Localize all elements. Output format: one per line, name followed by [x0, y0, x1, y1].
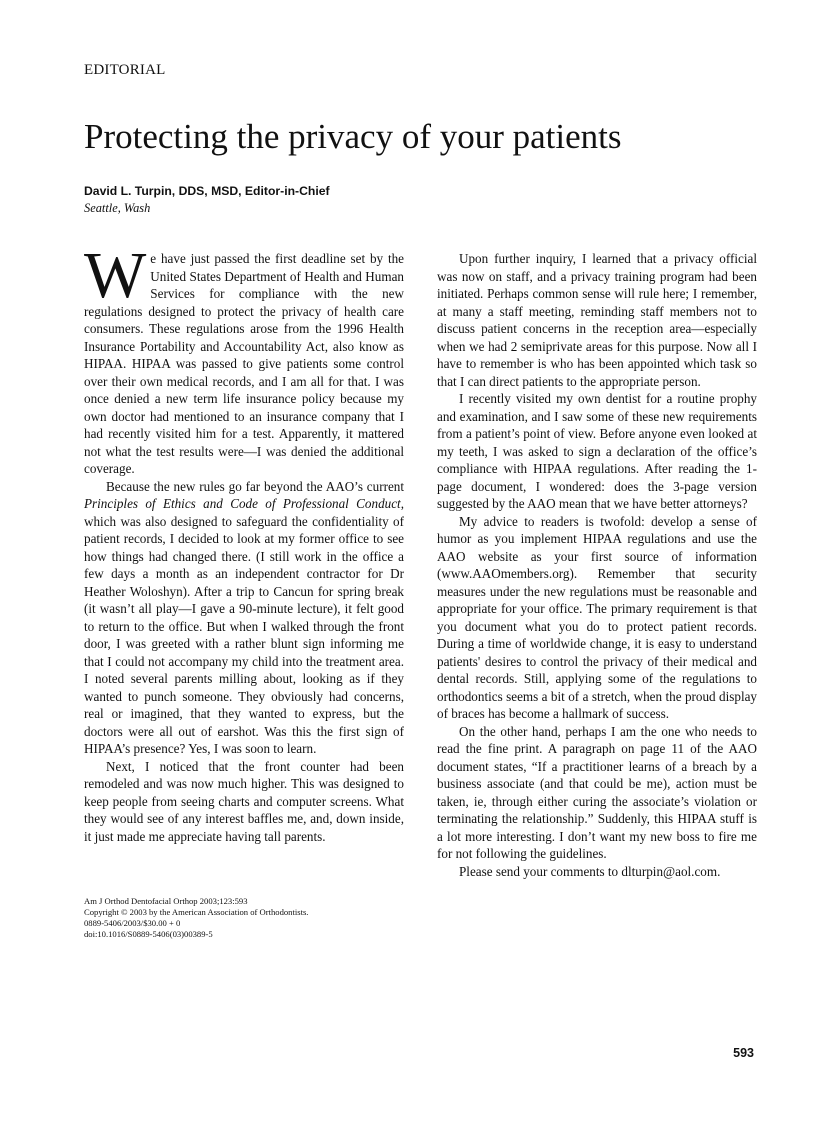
- paragraph-6: My advice to readers is twofold: develop a sense of humor as you implement HIPAA regulations and use the AAO website as your first source of information (www.AAOmembers.org). Remember that security measures under the new regulations must be reasonable and appropriate for your office. The primary requirement is that you document what you do to protect patient records. During a time of worldwide change, it is easy to understand patients' desires to control the privacy of their medical and dental records. Still, applying some of the regulations to orthodontics seems a bit of a stretch, when the proud display of braces has become a hallmark of success.: [437, 513, 757, 721]
- paragraph-2-italic-title: Principles of Ethics and Code of Professional Conduct: [84, 496, 401, 511]
- article-footer: [84, 896, 404, 940]
- left-column: [84, 239, 404, 845]
- section-label: EDITORIAL: [84, 62, 166, 78]
- paragraph-1: [84, 239, 404, 478]
- paragraph-7: On the other hand, perhaps I am the one who needs to read the fine print. A paragraph on page 11 of the AAO document states, “If a practitioner learns of a breach by a business associate (and that could be me), action must be taken, ie, through either curing the associate’s violation or terminating the relationship.” Suddenly, this HIPAA stuff is a lot more interesting. I don’t want my new boss to fire me for not following the guidelines.: [437, 723, 757, 861]
- paragraph-2: [84, 478, 404, 758]
- paragraph-2-text-a: Because the new rules go far beyond the AAO’s current: [106, 478, 404, 494]
- paragraph-1-text: e have just passed the first deadline set by the United States Department of Health and Human Services for compliance with the new regulations designed to protect the privacy of health care consumers. These regulations arose from the 1996 Health Insurance Portability and Accountability Act, also know as HIPAA. HIPAA was passed to give patients some control over their own medical records, and I am all for that. I was once denied a new term life insurance policy because my own doctor had mentioned to an insurance company that I had recently visited him for a test. Apparently, it mattered not what the test results were—I was denied the additional coverage.: [84, 251, 404, 476]
- citation: Am J Orthod Dentofacial Orthop 2003;123:593: [84, 896, 248, 906]
- copyright: Copyright © 2003 by the American Association of Orthodontists.: [84, 907, 309, 917]
- paragraph-5: I recently visited my own dentist for a routine prophy and examination, and I saw some of these new requirements from a patient’s point of view. Before anyone even looked at my teeth, I was asked to sign a declaration of the office’s compliance with HIPAA regulations. After reading the 1-page document, I wondered: does the 3-page version suggested by the AAO mean that we have better attorneys?: [437, 391, 757, 511]
- paragraph-2-text-b: , which was also designed to safeguard the confidentiality of patient records, I decided to look at my former office to see how things had changed there. (I still work in the office a few days a month as an independent contractor for Dr Heather Woloshyn). After a trip to Cancun for spring break (it wasn’t all play—I gave a 90-minute lecture), it felt good to return to the office. But when I walked through the front door, I was greeted with a rather blunt sign informing me that I could not accompany my child into the treatment area. I noted several parents milling about, looking as if they wanted to punch someone. They obviously had concerns, real or imagined, that they wanted to express, but the doctors were all out of earshot. Was this the first sign of HIPAA’s presence? Yes, I was soon to learn.: [84, 496, 404, 756]
- doi: doi:10.1016/S0889-5406(03)00389-5: [84, 929, 213, 939]
- drop-cap: W: [84, 239, 147, 312]
- right-column: [437, 250, 757, 880]
- author-affiliation: Seattle, Wash: [84, 201, 151, 215]
- author-line: David L. Turpin, DDS, MSD, Editor-in-Chief: [84, 184, 330, 198]
- article-title: Protecting the privacy of your patients: [84, 117, 622, 156]
- paragraph-4: Upon further inquiry, I learned that a privacy official was now on staff, and a privacy training program had been initiated. Perhaps common sense will rule here; I remember, at many a staff meeting, reminding staff members not to discuss patient concerns in the reception area—especially when we had 2 semiprivate areas for this purpose. Now all I have to remember is who has been appointed which task so that I can direct patients to the appropriate person.: [437, 251, 757, 389]
- page-number: 593: [733, 1046, 754, 1060]
- issn: 0889-5406/2003/$30.00 + 0: [84, 918, 181, 928]
- paragraph-3: Next, I noticed that the front counter had been remodeled and was now much higher. This was designed to keep people from seeing charts and computer screens. What they would see of any interest baffles me, and, down inside, it just made me appreciate having tall parents.: [84, 758, 404, 844]
- paragraph-8: Please send your comments to dlturpin@aol.com.: [459, 863, 721, 879]
